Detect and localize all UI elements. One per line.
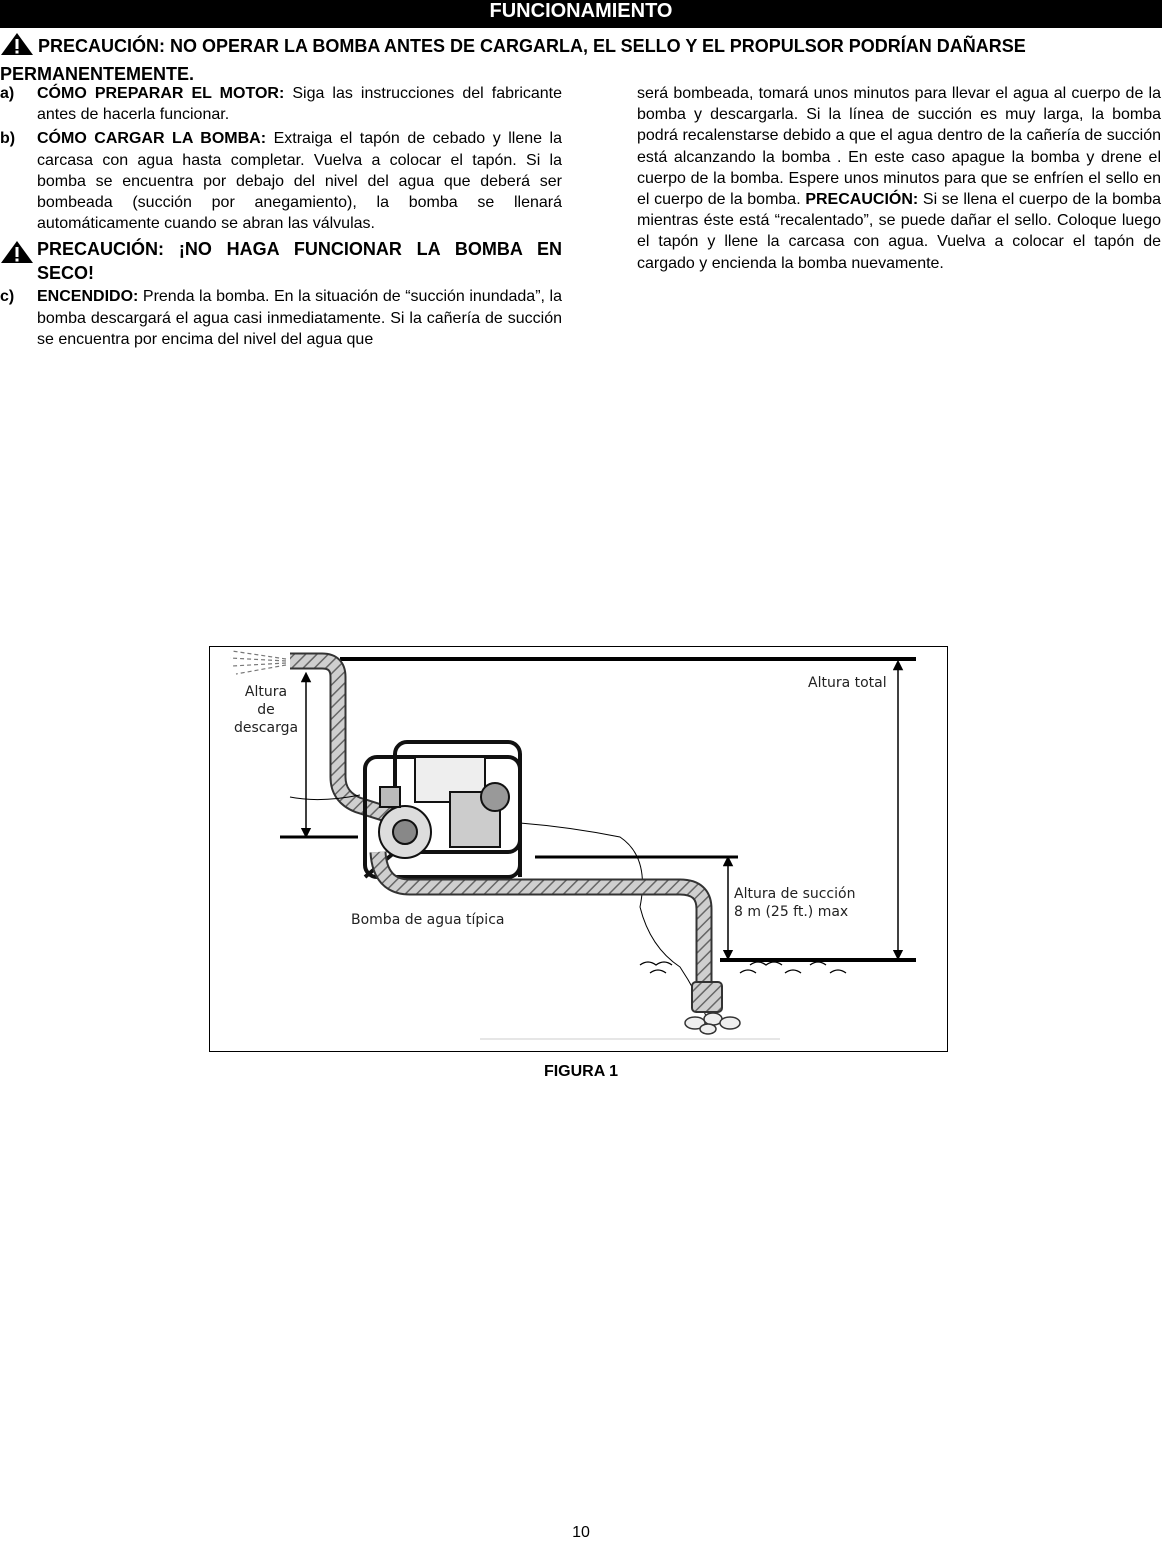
step-text: Siga las instrucciones del fabricante antes de hacerla funcionar. [37,85,563,124]
caution-dry-run [0,237,562,285]
warning-icon [0,32,34,62]
strainer [692,982,722,1012]
step-letter: a) [0,85,15,102]
section-title: FUNCIONAMIENTO [489,0,673,22]
caution-main [0,32,1162,86]
water-waves [640,962,846,973]
right-column [637,83,1161,274]
continued-text: será bombeada, tomará unos minutos para llevar el agua al cuerpo de la bomba y descargarla. Si la línea de succión es muy larga, la bomba podrá recalenstarse debido a que el agua dentro de la cañería de succión está alcanzando la bomba . En este caso apague la bomba y drene el cuerpo de la bomba. Espere unos minutos para que se enfríen el sello en el cuerpo de la bomba. [637,85,1161,209]
step-title: CÓMO PREPARAR EL MOTOR: [37,85,285,102]
step-c [0,286,562,350]
rocks [685,1013,740,1034]
step-letter: c) [0,288,15,306]
step-text: Extraiga el tapón de cebado y llene la carcasa con agua hasta completar. Vuelva a colocar el tapón. Si la bomba se encuentra por debajo del nivel del agua que deberá ser bombeada (succión por anegamiento), la bomba se llenará automáticamente cuando se abran las válvulas. [37,130,562,233]
step-letter: b) [0,130,16,148]
page-number: 10 [572,1524,590,1541]
pump-diagram [209,646,948,1052]
left-column [0,83,562,353]
ground-line-right [520,823,710,1027]
step-b [0,128,562,234]
step-text: Prenda la bomba. En la situación de “succión inundada”, la bomba descargará el agua casi inmediatamente. Si la cañería de succión se encuentra por encima del nivel del agua que [37,288,562,348]
pump-illustration [210,647,947,1051]
section-header [0,0,1162,28]
discharge-head-label: Altura de descarga [234,684,299,736]
suction-head-label: Altura de succión 8 m (25 ft.) max [734,886,856,920]
warning-icon [0,240,34,270]
figure-caption: FIGURA 1 [543,1063,619,1080]
total-head-label: Altura total [808,675,887,691]
step-a [0,83,562,125]
pump-engine [379,757,509,858]
caution-main-text: PRECAUCIÓN: NO OPERAR LA BOMBA ANTES DE CARGARLA, EL SELLO Y EL PROPULSOR PODRÍAN DAÑARSE PERMANENTEMENTE. [0,36,1026,84]
continued-text-2: Si se llena el cuerpo de la bomba mientras éste está “recalentado”, se puede dañar el sello. Coloque luego el tapón y llene la carcasa con agua. Vuelva a colocar el tapón de cargado y encienda la bomba nuevamente. [637,191,1162,272]
step-title: ENCENDIDO: [37,288,139,306]
step-title: CÓMO CARGAR LA BOMBA: [37,130,267,148]
caution-dry-text: PRECAUCIÓN: ¡NO HAGA FUNCIONAR LA BOMBA EN SECO! [37,239,562,284]
caution-inline: PRECAUCIÓN: [805,191,919,209]
water-spray [230,651,286,674]
pump-label: Bomba de agua típica [351,912,505,928]
